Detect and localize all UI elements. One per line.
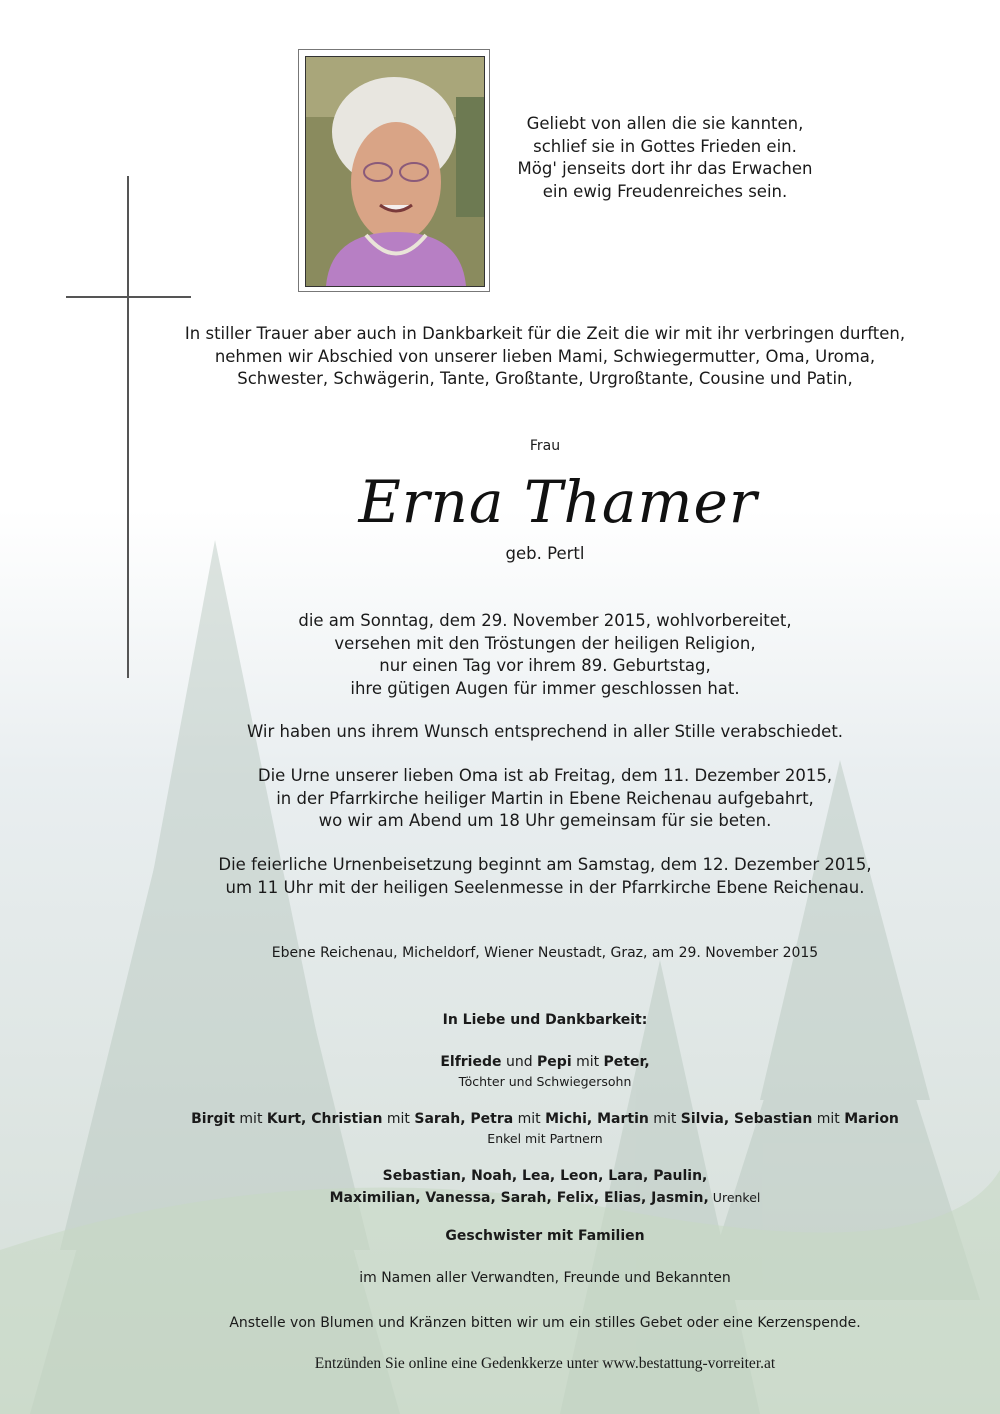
donation-request: Anstelle von Blumen und Kränzen bitten wir um ein stilles Gebet oder eine Kerzenspende. — [229, 1315, 861, 1331]
grandchildren-line — [45, 1109, 1000, 1129]
intro-line: In stiller Trauer aber auch in Dankbarkeit für die Zeit die wir mit ihr verbringen durften, — [184, 324, 906, 343]
daughters-line — [45, 1052, 1000, 1072]
salutation: Frau — [529, 438, 561, 454]
siblings-line: Geschwister mit Familien — [445, 1228, 645, 1244]
portrait-photo-frame — [298, 49, 490, 292]
mourner-name: Birgit — [191, 1111, 235, 1127]
portrait-photo — [305, 56, 485, 287]
death-line: ihre gütigen Augen für immer geschlossen hat. — [350, 678, 740, 698]
urn-line: wo wir am Abend um 18 Uhr gemeinsam für sie beten. — [318, 811, 772, 830]
burial-line: um 11 Uhr mit der heiligen Seelenmesse in der Pfarrkirche Ebene Reichenau. — [225, 877, 865, 897]
death-line: die am Sonntag, dem 29. November 2015, wohlvorbereitet, — [298, 611, 792, 630]
death-line: versehen mit den Tröstungen der heiligen Religion, — [334, 633, 756, 653]
mourner-name: Peter, — [603, 1054, 650, 1070]
great-grandchildren-line-2 — [45, 1188, 1000, 1208]
intro-line: nehmen wir Abschied von unserer lieben Mami, Schwiegermutter, Oma, Uroma, — [214, 346, 876, 366]
death-line: nur einen Tag vor ihrem 89. Geburtstag, — [379, 656, 711, 675]
relatives-line: im Namen aller Verwandten, Freunde und Bekannten — [359, 1270, 731, 1286]
mourners-heading: In Liebe und Dankbarkeit: — [442, 1012, 648, 1028]
mourner-connector: mit — [571, 1054, 604, 1070]
daughters-role: Töchter und Schwiegersohn — [458, 1074, 632, 1089]
cross-horizontal-bar — [66, 296, 191, 298]
cross-vertical-bar — [127, 176, 129, 678]
farewell-text: Wir haben uns ihrem Wunsch entsprechend in aller Stille verabschiedet. — [246, 722, 844, 741]
mourner-connector: mit — [648, 1111, 681, 1127]
poem-line: Geliebt von allen die sie kannten, — [526, 114, 804, 133]
poem-line: schlief sie in Gottes Frieden ein. — [533, 136, 797, 156]
deceased-name: Erna Thamer — [358, 468, 758, 536]
poem-line: Mög' jenseits dort ihr das Erwachen — [517, 159, 813, 178]
intro-line: Schwester, Schwägerin, Tante, Großtante, Urgroßtante, Cousine und Patin, — [237, 369, 853, 388]
urn-line: in der Pfarrkirche heiliger Martin in Ebene Reichenau aufgebahrt, — [276, 788, 814, 808]
mourner-name: Pepi — [537, 1054, 572, 1070]
mourner-connector: mit — [382, 1111, 415, 1127]
mourner-connector: mit — [234, 1111, 267, 1127]
great-grandchildren-names: Maximilian, Vanessa, Sarah, Felix, Elias, Jasmin, — [329, 1190, 709, 1206]
mourner-name: Marion — [844, 1111, 899, 1127]
mourner-name: Michi, Martin — [545, 1111, 649, 1127]
burial-text — [45, 854, 1000, 899]
mourner-name: Silvia, Sebastian — [680, 1111, 813, 1127]
mourner-name: Sarah, Petra — [414, 1111, 514, 1127]
mourner-connector: mit — [513, 1111, 546, 1127]
mourner-name: Kurt, Christian — [266, 1111, 383, 1127]
mourner-connector: und — [501, 1054, 538, 1070]
urn-line: Die Urne unserer lieben Oma ist ab Freitag, dem 11. Dezember 2015, — [257, 766, 833, 785]
mourner-connector: mit — [812, 1111, 845, 1127]
burial-line: Die feierliche Urnenbeisetzung beginnt am Samstag, dem 12. Dezember 2015, — [218, 855, 872, 874]
great-grandchildren-line-1: Sebastian, Noah, Lea, Leon, Lara, Paulin, — [382, 1168, 708, 1184]
place-date: Ebene Reichenau, Micheldorf, Wiener Neustadt, Graz, am 29. November 2015 — [271, 945, 819, 961]
grandchildren-role: Enkel mit Partnern — [487, 1131, 603, 1146]
memorial-poem — [500, 113, 830, 203]
urn-text — [45, 765, 1000, 833]
great-grandchildren-role: Urenkel — [708, 1190, 761, 1205]
poem-line: ein ewig Freudenreiches sein. — [542, 181, 788, 201]
death-announcement — [45, 610, 1000, 700]
intro-text — [45, 323, 1000, 391]
mourner-name: Elfriede — [440, 1054, 502, 1070]
birth-name: geb. Pertl — [505, 544, 585, 563]
footer-candle-note: Entzünden Sie online eine Gedenkkerze unter www.bestattung-vorreiter.at — [314, 1355, 776, 1372]
